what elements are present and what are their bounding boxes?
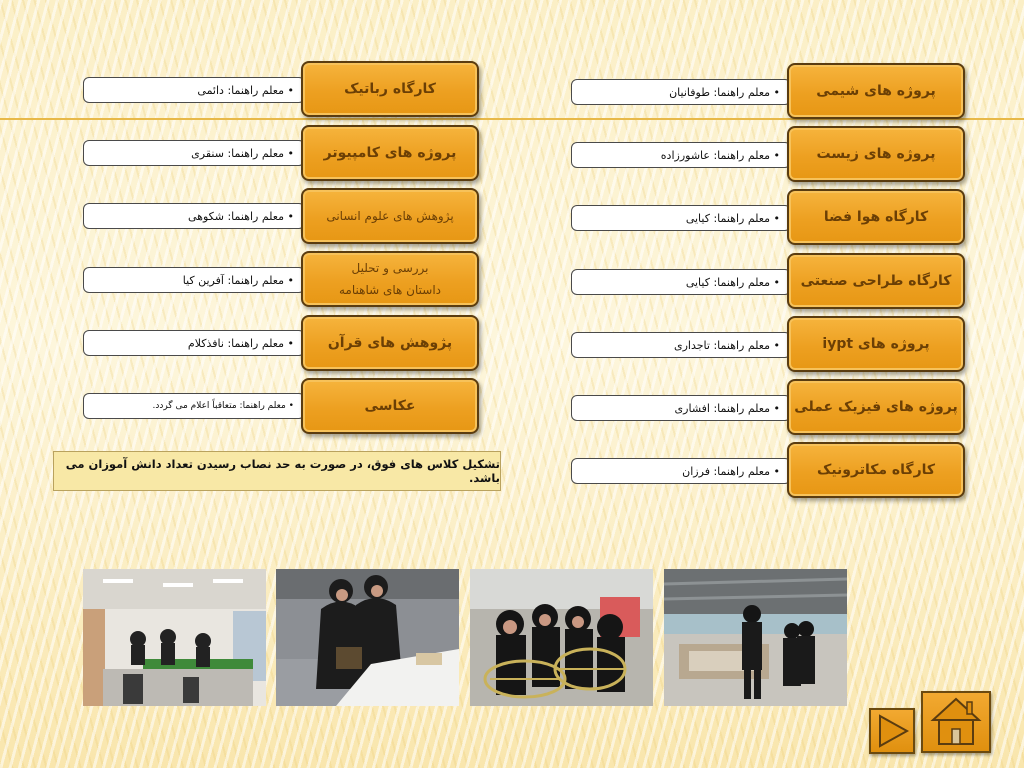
lab-students-photo [276, 569, 459, 706]
tile-practical-physics[interactable]: پروژه های فیزیک عملی [787, 379, 965, 435]
competition-hall-photo [664, 569, 847, 706]
teacher-label-chemistry: • معلم راهنما: طوفانیان [571, 79, 791, 105]
teacher-label-quran: • معلم راهنما: نافذکلام [83, 330, 305, 356]
classroom-photo [83, 569, 266, 706]
teacher-label-humanities: • معلم راهنما: شکوهی [83, 203, 305, 229]
teacher-label-biology: • معلم راهنما: عاشورزاده [571, 142, 791, 168]
tile-quran-research[interactable]: پژوهش های قرآن [301, 315, 479, 371]
tile-robotics-workshop[interactable]: کارگاه رباتیک [301, 61, 479, 117]
teacher-label-industrial-design: • معلم راهنما: کیایی [571, 269, 791, 295]
home-icon [923, 693, 989, 751]
tile-shahnameh-line2: داستان های شاهنامه [339, 283, 442, 297]
tile-shahnameh-line1: بررسی و تحلیل [351, 261, 429, 275]
notice-box: تشکیل کلاس های فوق، در صورت به حد نصاب رسیدن تعداد دانش آموزان می باشد. [53, 451, 501, 491]
tile-humanities-research[interactable]: پژوهش های علوم انسانی [301, 188, 479, 244]
tile-biology-projects[interactable]: پروژه های زیست [787, 126, 965, 182]
tile-iypt-projects[interactable]: پروژه های iypt [787, 316, 965, 372]
play-arrow-icon [871, 710, 913, 752]
workshop-students-photo [470, 569, 653, 706]
tile-aerospace-workshop[interactable]: کارگاه هوا فضا [787, 189, 965, 245]
teacher-label-aerospace: • معلم راهنما: کیایی [571, 205, 791, 231]
tile-chemistry-projects[interactable]: پروژه های شیمی [787, 63, 965, 119]
teacher-label-photography [83, 393, 305, 419]
teacher-label-robotics: • معلم راهنما: دائمی [83, 77, 305, 103]
teacher-label-photography-text: • معلم راهنما: متعاقباً اعلام می گردد. [152, 401, 294, 411]
teacher-label-physics: • معلم راهنما: افشاری [571, 395, 791, 421]
tile-mechatronics-workshop[interactable]: کارگاه مکاترونیک [787, 442, 965, 498]
teacher-label-mechatronics: • معلم راهنما: فرزان [571, 458, 791, 484]
next-slide-button[interactable] [869, 708, 915, 754]
tile-industrial-design[interactable]: کارگاه طراحی صنعتی [787, 253, 965, 309]
tile-shahnameh-analysis[interactable] [301, 251, 479, 307]
teacher-label-computer: • معلم راهنما: سنقری [83, 140, 305, 166]
teacher-label-iypt: • معلم راهنما: تاجداری [571, 332, 791, 358]
tile-photography[interactable]: عکاسی [301, 378, 479, 434]
tile-computer-projects[interactable]: پروژه های کامپیوتر [301, 125, 479, 181]
home-button[interactable] [921, 691, 991, 753]
teacher-label-shahnameh: • معلم راهنما: آفرین کیا [83, 267, 305, 293]
